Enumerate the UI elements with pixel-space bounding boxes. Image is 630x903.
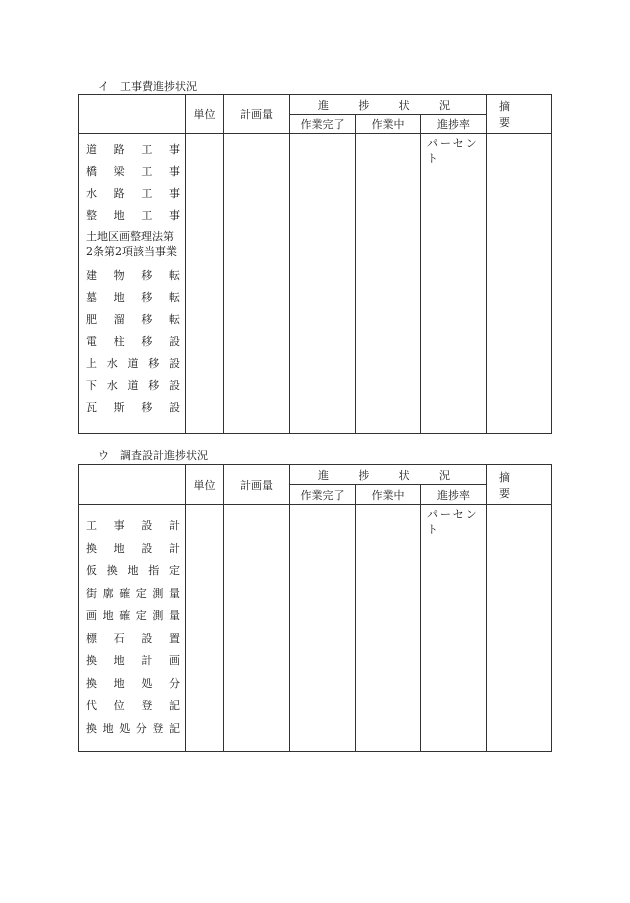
completed-cell — [290, 505, 356, 752]
list-item: 標石設置 — [86, 631, 180, 645]
rate-unit-label: パーセント — [421, 134, 487, 434]
header-in-progress: 作業中 — [356, 115, 421, 134]
header-summary: 摘 要 — [487, 95, 552, 134]
list-item: 工事設計 — [86, 519, 180, 532]
header-summary: 摘 要 — [487, 465, 552, 505]
list-item: 肥溜移転 — [86, 313, 180, 326]
header-unit: 単位 — [186, 465, 224, 505]
unit-cell — [186, 505, 224, 752]
list-item: 上水道移設 — [86, 357, 180, 370]
planned-cell — [224, 505, 290, 752]
construction-cost-progress-table — [78, 94, 552, 434]
header-rate: 進捗率 — [421, 485, 487, 505]
list-item: 換地設計 — [86, 541, 180, 555]
list-item: 橋梁工事 — [86, 165, 180, 178]
header-in-progress: 作業中 — [356, 485, 421, 505]
list-item: 仮換地指定 — [86, 564, 180, 577]
rate-unit-label: パーセント — [421, 505, 487, 752]
list-item: 換地計画 — [86, 654, 180, 667]
list-item: 整地工事 — [86, 209, 180, 222]
section-u-title: ウ 調査設計進捗状況 — [98, 449, 208, 462]
in-progress-cell — [356, 134, 421, 434]
survey-design-progress-table — [78, 464, 552, 752]
header-completed: 作業完了 — [290, 485, 356, 505]
list-item: 瓦斯移設 — [86, 401, 180, 414]
list-item: 建物移転 — [86, 269, 180, 282]
list-item: 水路工事 — [86, 187, 180, 200]
section-i-title: イ 工事費進捗状況 — [98, 80, 197, 93]
list-item: 電柱移設 — [86, 335, 180, 348]
in-progress-cell — [356, 505, 421, 752]
item-list — [79, 505, 186, 752]
header-unit: 単位 — [186, 95, 224, 134]
planned-cell — [224, 134, 290, 434]
header-progress: 進 捗 状 況 — [290, 465, 487, 485]
list-item: 下水道移設 — [86, 379, 180, 392]
item-list — [79, 134, 186, 434]
list-item: 墓地移転 — [86, 291, 180, 304]
header-planned: 計画量 — [224, 465, 290, 505]
list-item: 土地区画整理法第2条第2項該当事業 — [86, 230, 177, 258]
header-rate: 進捗率 — [421, 115, 487, 134]
summary-cell — [487, 134, 552, 434]
completed-cell — [290, 134, 356, 434]
list-item: 道路工事 — [86, 143, 180, 156]
list-item: 代位登記 — [86, 699, 180, 712]
header-progress: 進 捗 状 況 — [290, 95, 487, 115]
summary-cell — [487, 505, 552, 752]
header-completed: 作業完了 — [290, 115, 356, 134]
header-item-blank — [79, 465, 186, 505]
header-planned: 計画量 — [224, 95, 290, 134]
list-item: 換地処分登記 — [86, 721, 180, 735]
header-item-blank — [79, 95, 186, 134]
list-item: 画地確定測量 — [86, 609, 180, 622]
list-item: 街廓確定測量 — [86, 586, 180, 600]
unit-cell — [186, 134, 224, 434]
list-item: 換地処分 — [86, 676, 180, 690]
